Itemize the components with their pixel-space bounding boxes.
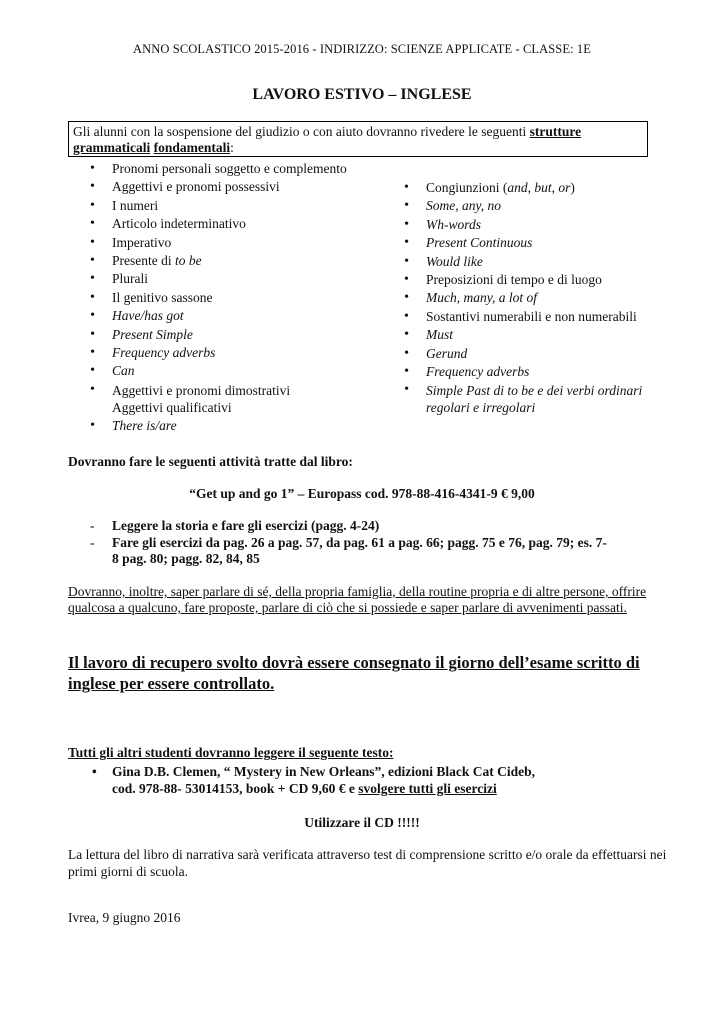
textbook-reference: “Get up and go 1” – Europass cod. 978-88-416-4341-9 € 9,00 (189, 486, 535, 501)
intro-colon: : (230, 140, 234, 155)
list-item (400, 179, 690, 197)
reading-line2: cod. 978-88- 53014153, book + CD 9,60 € e (112, 781, 359, 796)
list-item: • Gerund (400, 345, 690, 363)
list-item: • There is/are (86, 417, 386, 435)
intro-box (68, 121, 648, 157)
list-item: • Aggettivi e pronomi possessivi (86, 178, 386, 196)
intro-strong-structures: strutture (529, 124, 582, 139)
reading-line1: Gina D.B. Clemen, “ Mystery in New Orleans”, edizioni Black Cat Cideb, (112, 764, 535, 779)
list-item-text: ) (570, 180, 575, 195)
verification-note: La lettura del libro di narrativa sarà verificata attraverso test di comprensione scritto e/o orale da effettuarsi nei primi giorni di scuola. (68, 847, 667, 879)
list-item: • Would like (400, 253, 690, 271)
list-item-text: Aggettivi qualificativi (112, 399, 232, 415)
list-item-text: Presente di (112, 253, 175, 269)
document-header: ANNO SCOLASTICO 2015-2016 - INDIRIZZO: SCIENZE APPLICATE - CLASSE: 1E (133, 42, 591, 56)
list-item-text: , (551, 180, 559, 195)
intro-strong-fundamental: fondamentali (153, 140, 231, 155)
reading-exercises: svolgere tutti gli esercizi (358, 781, 497, 796)
list-item: • Some, any, no (400, 197, 690, 215)
recovery-notice: Il lavoro di recupero svolto dovrà essere consegnato il giorno dell’esame scritto di inglese per essere controllato. (68, 653, 640, 693)
task-list (90, 518, 610, 568)
list-item: • Preposizioni di tempo e di luogo (400, 271, 690, 289)
speaking-requirements: Dovranno, inoltre, saper parlare di sé, della propria famiglia, della routine propria e di altre persone, offrire qualcosa a qualcuno, fare proposte, parlare di ciò che si possiede e saper parlare di avvenimenti passati. (68, 584, 647, 615)
list-item: • Must (400, 326, 690, 344)
list-item-text: Simple Past di to be e dei verbi ordinari (426, 383, 643, 399)
list-item: • Wh-words (400, 216, 690, 234)
list-item: • Sostantivi numerabili e non numerabili (400, 308, 690, 326)
list-item: • Present Simple (86, 326, 386, 344)
list-item: • Articolo indeterminativo (86, 215, 386, 233)
list-item-italic: and (507, 180, 528, 195)
list-item-text: Aggettivi e pronomi dimostrativi (112, 382, 291, 398)
list-item: • I numeri (86, 197, 386, 215)
list-item (86, 252, 386, 270)
document-title: LAVORO ESTIVO – INGLESE (252, 86, 472, 103)
activity-heading: Dovranno fare le seguenti attività tratte dal libro: (68, 454, 353, 469)
list-item (86, 381, 386, 417)
cd-note: Utilizzare il CD !!!!! (304, 815, 420, 830)
other-students-heading: Tutti gli altri studenti dovranno leggere il seguente testo: (68, 745, 394, 760)
grammar-list-left (86, 160, 386, 435)
list-item-text: regolari e irregolari (426, 400, 536, 416)
list-item: • Have/has got (86, 307, 386, 325)
reading-assignment (90, 763, 672, 797)
list-item-text: , (527, 180, 535, 195)
list-item-italic: to be (175, 253, 202, 269)
grammar-list-right (400, 179, 690, 417)
list-item-text: Congiunzioni ( (426, 180, 508, 195)
intro-text: Gli alunni con la sospensione del giudizio o con aiuto dovranno rivedere le seguenti (73, 124, 530, 139)
intro-strong-grammatical: grammaticali (73, 140, 151, 155)
list-item: • Much, many, a lot of (400, 289, 690, 307)
task-item: - Leggere la storia e fare gli esercizi (pagg. 4-24) (90, 518, 610, 534)
task-item: - Fare gli esercizi da pag. 26 a pag. 57, da pag. 61 a pag. 66; pagg. 75 e 76, pag. 79; es. 7-8 pag. 80; pagg. 82, 84, 85 (90, 535, 610, 567)
list-item: • Imperativo (86, 234, 386, 252)
list-item-italic: but (534, 180, 552, 195)
list-item: • Frequency adverbs (400, 363, 690, 381)
document-date: Ivrea, 9 giugno 2016 (68, 910, 181, 925)
list-item: • Pronomi personali soggetto e complemento (86, 160, 386, 178)
list-item (400, 381, 690, 417)
list-item: • Can (86, 362, 386, 380)
list-item: • Present Continuous (400, 234, 690, 252)
list-item: • Il genitivo sassone (86, 289, 386, 307)
list-item: • Plurali (86, 270, 386, 288)
list-item: • Frequency adverbs (86, 344, 386, 362)
list-item-italic: or (558, 180, 571, 195)
